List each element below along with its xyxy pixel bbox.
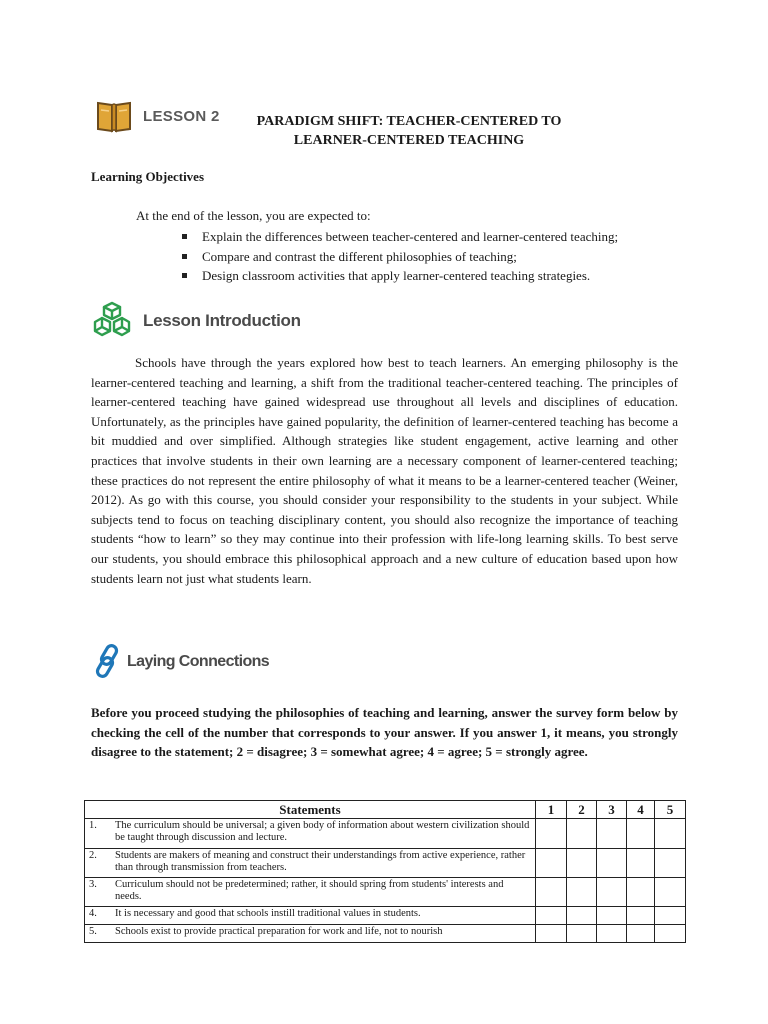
survey-table bbox=[84, 800, 686, 943]
rating-cell-2[interactable] bbox=[567, 907, 597, 925]
rating-cell-4[interactable] bbox=[627, 907, 655, 925]
book-icon bbox=[96, 99, 132, 133]
objectives-heading: Learning Objectives bbox=[91, 169, 205, 184]
statement-number: 3. bbox=[89, 879, 97, 890]
link-icon bbox=[92, 643, 124, 679]
statement-text: It is necessary and good that schools instill traditional values in students. bbox=[115, 908, 421, 919]
rating-cell-5[interactable] bbox=[655, 907, 686, 925]
rating-cell-5[interactable] bbox=[655, 925, 686, 943]
survey-header-row bbox=[85, 801, 686, 819]
statement-cell bbox=[85, 907, 536, 925]
rating-cell-5[interactable] bbox=[655, 819, 686, 849]
rating-cell-2[interactable] bbox=[567, 925, 597, 943]
table-row bbox=[85, 925, 686, 943]
laying-connections-heading: Laying Connections bbox=[127, 653, 270, 670]
rating-cell-3[interactable] bbox=[597, 849, 627, 878]
statement-cell bbox=[85, 819, 536, 849]
rating-cell-1[interactable] bbox=[536, 849, 567, 878]
table-row bbox=[85, 907, 686, 925]
lesson-title-line-2: LEARNER-CENTERED TEACHING bbox=[293, 133, 525, 148]
survey-instruction: Before you proceed studying the philosophies of teaching and learning, answer the survey form below by checking the cell of the number that corresponds to your answer. If you answer 1, it means, you strongly disagree to the statement; 2 = disagree; 3 = somewhat agree; 4 = agree; 5 = strongly agree. bbox=[91, 705, 678, 759]
rating-cell-5[interactable] bbox=[655, 849, 686, 878]
statement-cell bbox=[85, 849, 536, 878]
rating-cell-1[interactable] bbox=[536, 878, 567, 907]
statement-text: Schools exist to provide practical preparation for work and life, not to nourish bbox=[115, 926, 443, 937]
rating-cell-3[interactable] bbox=[597, 878, 627, 907]
lesson-introduction-heading: Lesson Introduction bbox=[143, 311, 301, 330]
objective-item: Compare and contrast the different philosophies of teaching; bbox=[180, 247, 618, 267]
table-row bbox=[85, 819, 686, 849]
rating-cell-4[interactable] bbox=[627, 849, 655, 878]
rating-header-4: 4 bbox=[627, 801, 655, 819]
rating-cell-4[interactable] bbox=[627, 819, 655, 849]
objectives-intro: At the end of the lesson, you are expected to: bbox=[136, 208, 371, 223]
rating-cell-5[interactable] bbox=[655, 878, 686, 907]
rating-cell-2[interactable] bbox=[567, 819, 597, 849]
statement-text: Students are makers of meaning and construct their understandings from active experience, rather than through transmission from teachers. bbox=[115, 850, 526, 873]
lesson-title bbox=[214, 112, 604, 150]
rating-cell-2[interactable] bbox=[567, 878, 597, 907]
statement-cell bbox=[85, 925, 536, 943]
statement-number: 2. bbox=[89, 850, 97, 861]
table-row bbox=[85, 849, 686, 878]
rating-cell-1[interactable] bbox=[536, 907, 567, 925]
objective-item: Design classroom activities that apply learner-centered teaching strategies. bbox=[180, 266, 618, 286]
rating-cell-3[interactable] bbox=[597, 925, 627, 943]
lesson-title-line-1: PARADIGM SHIFT: TEACHER-CENTERED TO bbox=[256, 114, 562, 129]
statement-number: 5. bbox=[89, 926, 97, 937]
rating-header-2: 2 bbox=[567, 801, 597, 819]
rating-cell-4[interactable] bbox=[627, 925, 655, 943]
statement-text: Curriculum should not be predetermined; rather, it should spring from students' interests and needs. bbox=[115, 879, 504, 902]
objectives-list bbox=[180, 227, 618, 286]
statement-text: The curriculum should be universal; a given body of information about western civilization should be taught through discussion and lecture. bbox=[115, 820, 530, 843]
table-row bbox=[85, 878, 686, 907]
rating-header-5: 5 bbox=[655, 801, 686, 819]
introduction-paragraph: Schools have through the years explored how best to teach learners. An emerging philosophy is the learner-centered teaching and learning, a shift from the traditional teacher-centered teaching. The principles of learner-centered teaching have gained widespread use throughout all levels and disciplines of education. Unfortunately, as the principles have gained popularity, the definition of learner-centered teaching has become a bit muddied and over simplified. Although strategies like student engagement, active learning and other practices that involve students in their own learning are a necessary component of learner-centered teaching; these practices do not represent the entire philosophy of what it means to be a learner-centered teacher (Weiner, 2012). As go with this course, you should consider your responsibility to the students in your subject. While subjects tend to focus on teaching disciplinary content, you should also recognize the importance of teaching students “how to learn” so they may continue into their profession with life-long learning skills. To best serve our students, you should embrace this philosophical approach and a new culture of education based upon how students learn not just what students learn. bbox=[91, 355, 678, 586]
rating-cell-3[interactable] bbox=[597, 907, 627, 925]
rating-cell-1[interactable] bbox=[536, 819, 567, 849]
statement-number: 1. bbox=[89, 820, 97, 831]
rating-cell-3[interactable] bbox=[597, 819, 627, 849]
rating-cell-2[interactable] bbox=[567, 849, 597, 878]
statement-cell bbox=[85, 878, 536, 907]
objective-item: Explain the differences between teacher-centered and learner-centered teaching; bbox=[180, 227, 618, 247]
rating-cell-4[interactable] bbox=[627, 878, 655, 907]
statements-header: Statements bbox=[85, 801, 536, 819]
boxes-icon bbox=[92, 300, 132, 340]
lesson-label: LESSON 2 bbox=[143, 108, 220, 125]
rating-header-3: 3 bbox=[597, 801, 627, 819]
statement-number: 4. bbox=[89, 908, 97, 919]
rating-header-1: 1 bbox=[536, 801, 567, 819]
rating-cell-1[interactable] bbox=[536, 925, 567, 943]
